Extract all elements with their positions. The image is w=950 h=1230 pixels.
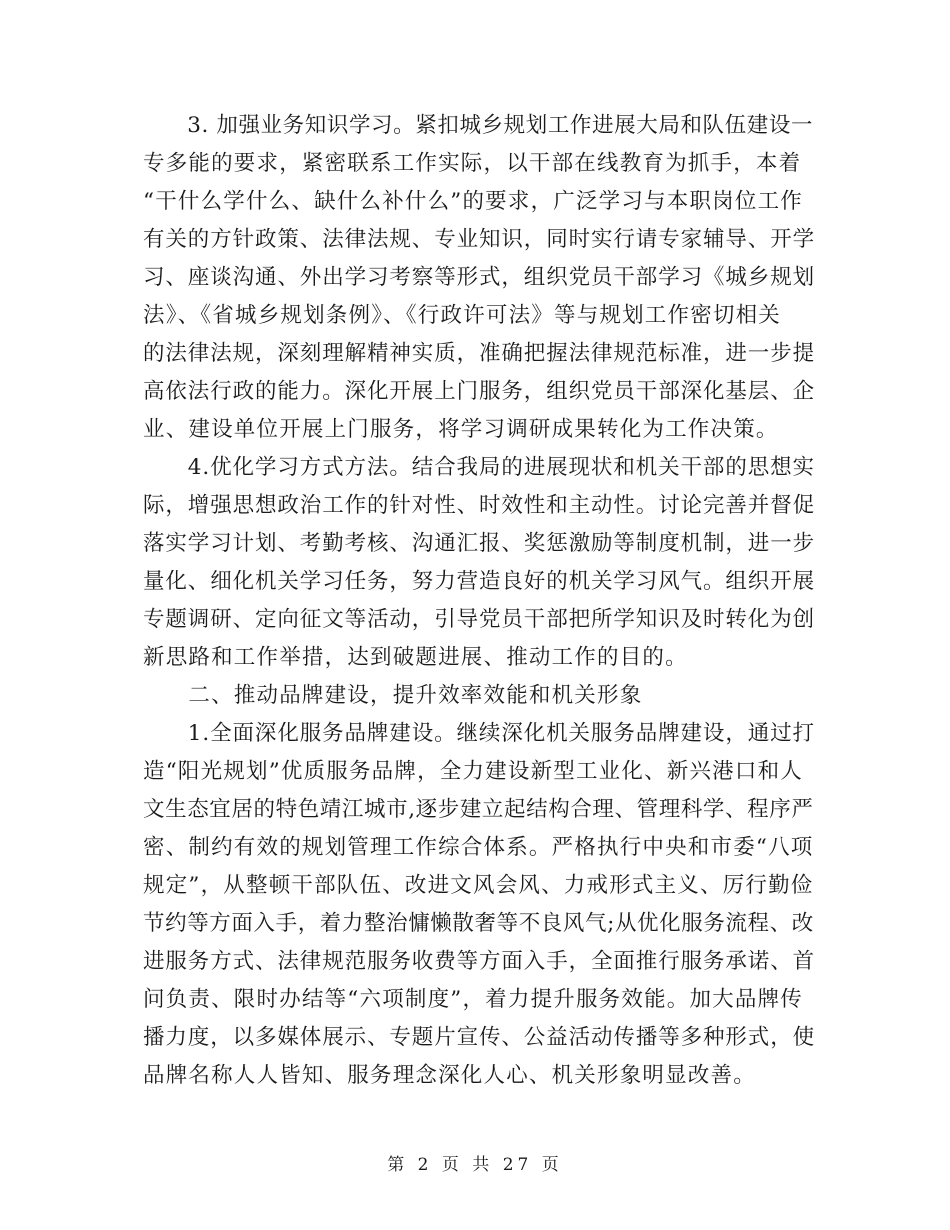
text-line: 专多能的要求，紧密联系工作实际，以干部在线教育为抓手，本着 <box>143 151 802 176</box>
text-line: 进服务方式、法律规范服务收费等方面入手，全面推行服务承诺、首 <box>143 949 816 974</box>
text-line: 3. 加强业务知识学习。紧扣城乡规划工作进展大局和队伍建设一 <box>143 113 814 138</box>
text-line: 业、建设单位开展上门服务，将学习调研成果转化为工作决策。 <box>143 417 779 442</box>
text-line: 际，增强思想政治工作的针对性、时效性和主动性。讨论完善并督促 <box>143 493 816 518</box>
section-heading: 二、推动品牌建设，提升效率效能和机关形象 <box>143 683 643 708</box>
text-line: 问负责、限时办结等“六项制度”，着力提升服务效能。加大品牌传 <box>143 987 803 1012</box>
text-line: 1.全面深化服务品牌建设。继续深化机关服务品牌建设，通过打 <box>143 721 815 746</box>
text-line: 量化、细化机关学习任务，努力营造良好的机关学习风气。组织开展 <box>143 569 816 594</box>
text-line: “干什么学什么、缺什么补什么”的要求，广泛学习与本职岗位工作 <box>143 189 803 214</box>
text-line: 落实学习计划、考勤考核、沟通汇报、奖惩激励等制度机制，进一步 <box>143 531 816 556</box>
text-line: 规定”，从整顿干部队伍、改进文风会风、力戒形式主义、厉行勤俭 <box>143 873 814 898</box>
text-line: 专题调研、定向征文等活动，引导党员干部把所学知识及时转化为创 <box>143 607 816 632</box>
text-line: 法》、《省城乡规划条例》、《行政许可法》等与规划工作密切相关 <box>143 303 782 328</box>
text-line: 品牌名称人人皆知、服务理念深化人心、机关形象明显改善。 <box>143 1063 756 1088</box>
text-line: 高依法行政的能力。深化开展上门服务，组织党员干部深化基层、企 <box>143 379 816 404</box>
text-line: 文生态宜居的特色靖江城市,逐步建立起结构合理、管理科学、程序严 <box>143 797 814 822</box>
text-line: 有关的方针政策、法律法规、专业知识，同时实行请专家辅导、开学 <box>143 227 816 252</box>
text-line: 播力度，以多媒体展示、专题片宣传、公益活动传播等多种形式，使 <box>143 1025 816 1050</box>
text-line: 节约等方面入手，着力整治慵懒散奢等不良风气;从优化服务流程、改 <box>143 911 814 936</box>
text-line: 习、座谈沟通、外出学习考察等形式，组织党员干部学习《城乡规划 <box>143 265 816 290</box>
text-line: 造“阳光规划”优质服务品牌，全力建设新型工业化、新兴港口和人 <box>143 759 803 784</box>
text-line: 的法律法规，深刻理解精神实质，准确把握法律规范标准，进一步提 <box>143 341 816 366</box>
text-line: 新思路和工作举措，达到破题进展、推动工作的目的。 <box>143 645 688 670</box>
page-number-footer: 第 2 页 共 27 页 <box>387 1155 563 1175</box>
text-line: 密、制约有效的规划管理工作综合体系。严格执行中央和市委“八项 <box>143 835 814 860</box>
text-line: 4.优化学习方式方法。结合我局的进展现状和机关干部的思想实 <box>143 455 815 480</box>
